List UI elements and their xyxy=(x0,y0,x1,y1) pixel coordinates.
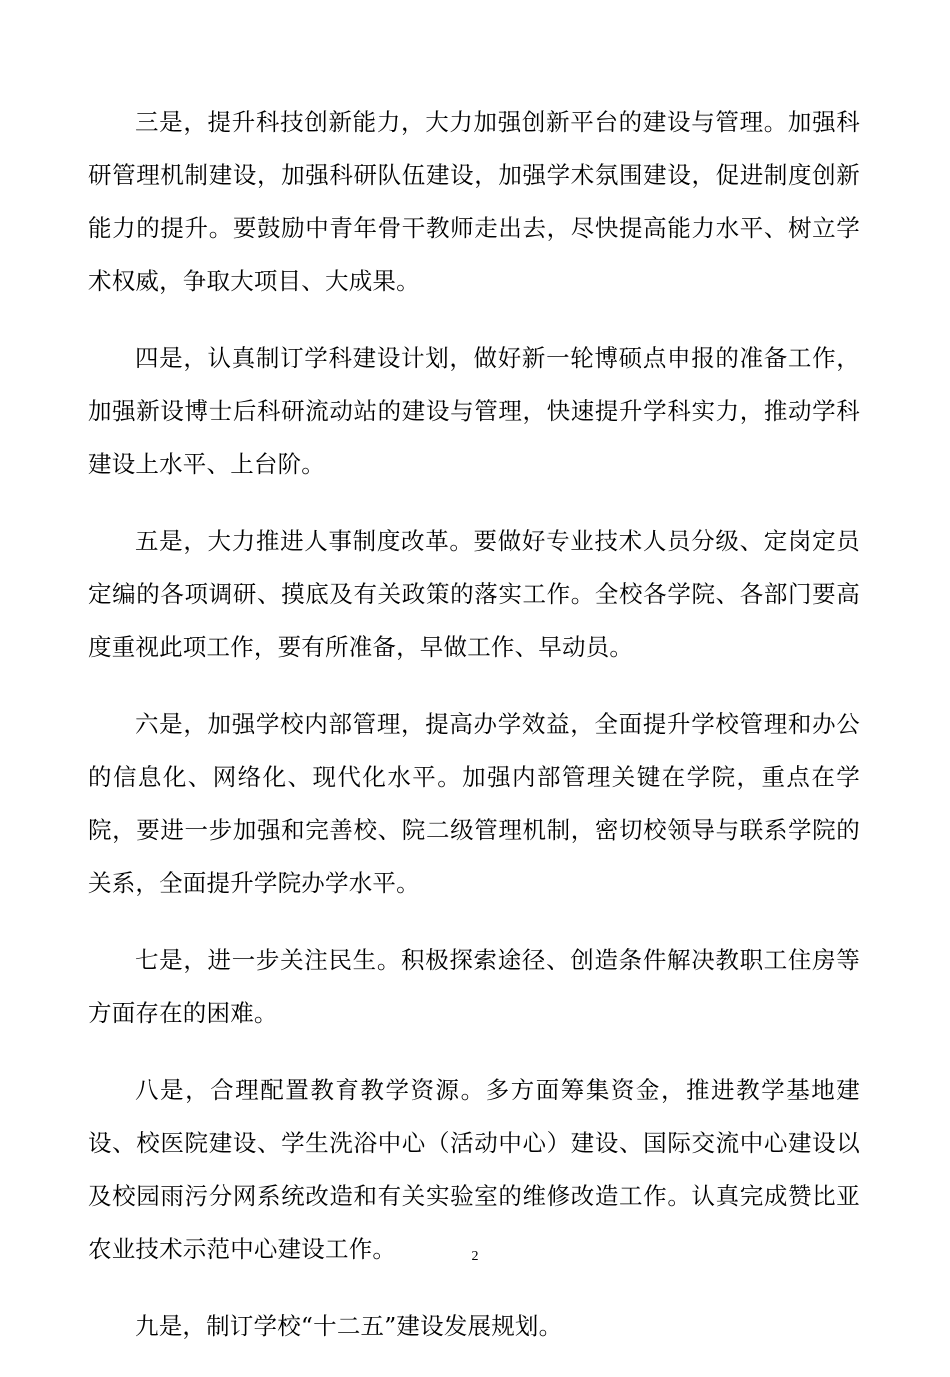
page-number: 2 xyxy=(471,1249,479,1264)
paragraph-4: 四是，认真制订学科建设计划，做好新一轮博硕点申报的准备工作，加强新设博士后科研流动站的建设与管理，快速提升学科实力，推动学科建设上水平、上台阶。 xyxy=(88,344,860,478)
paragraph-6: 六是，加强学校内部管理，提高办学效益，全面提升学校管理和办公的信息化、网络化、现代化水平。加强内部管理关键在学院，重点在学院，要进一步加强和完善校、院二级管理机制，密切校领导与联系学院的关系，全面提升学院办学水平。 xyxy=(88,710,860,897)
paragraph-8: 八是，合理配置教育教学资源。多方面筹集资金，推进教学基地建设、校医院建设、学生洗浴中心（活动中心）建设、国际交流中心建设以及校园雨污分网系统改造和有关实验室的维修改造工作。认真完成赞比亚农业技术示范中心建设工作。 xyxy=(88,1076,860,1263)
paragraph-9: 九是，制订学校“十二五”建设发展规划。 xyxy=(135,1312,563,1340)
paragraph-5: 五是，大力推进人事制度改革。要做好专业技术人员分级、定岗定员定编的各项调研、摸底及有关政策的落实工作。全校各学院、各部门要高度重视此项工作，要有所准备，早做工作、早动员。 xyxy=(88,527,860,661)
paragraph-3: 三是，提升科技创新能力，大力加强创新平台的建设与管理。加强科研管理机制建设，加强科研队伍建设，加强学术氛围建设，促进制度创新能力的提升。要鼓励中青年骨干教师走出去，尽快提高能力水平、树立学术权威，争取大项目、大成果。 xyxy=(88,108,860,295)
paragraph-7: 七是，进一步关注民生。积极探索途径、创造条件解决教职工住房等方面存在的困难。 xyxy=(88,946,860,1027)
document-body xyxy=(88,96,860,1377)
